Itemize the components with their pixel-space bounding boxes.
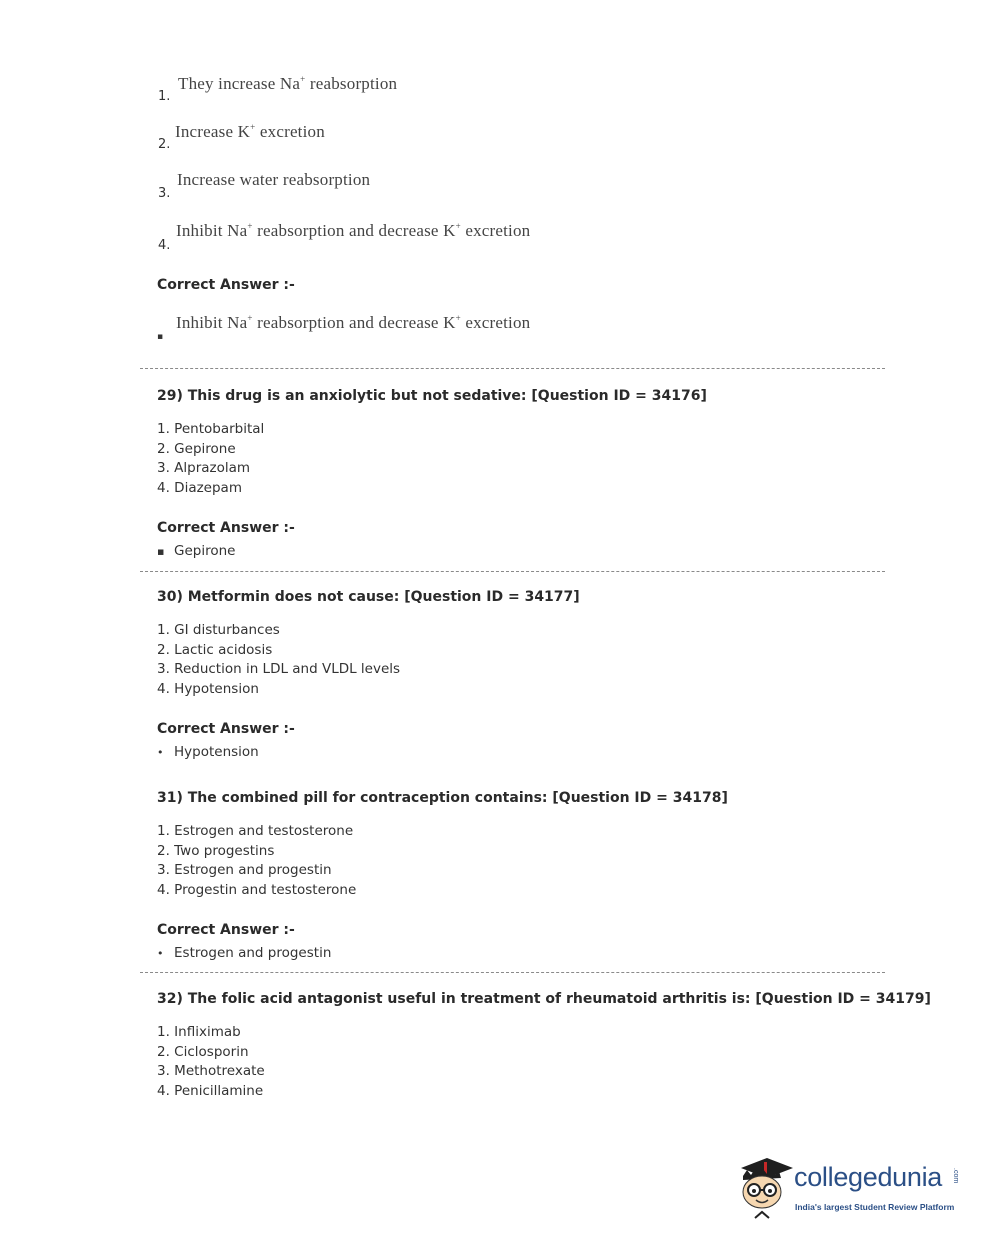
option-item: 3. Estrogen and progestin [157, 862, 332, 879]
answer-text: Gepirone [174, 543, 236, 559]
options-list [157, 621, 400, 699]
options-list [157, 822, 356, 900]
divider [140, 972, 885, 973]
logo-domain-suffix: .com [952, 1168, 959, 1184]
option-item: 2. Lactic acidosis [157, 641, 273, 658]
options-list [157, 1023, 265, 1101]
option-item: 2. Two progestins [157, 842, 275, 859]
option-1-text: They increase Na+ reabsorption [178, 74, 398, 93]
options-list [157, 420, 264, 498]
divider [140, 571, 885, 572]
answer-bullet: • [157, 746, 164, 759]
question-title: 29) This drug is an anxiolytic but not sedative: [Question ID = 34176] [157, 388, 707, 404]
option-item: 4. Diazepam [157, 479, 242, 496]
option-4-number: 4. [158, 238, 171, 253]
correct-answer-label: Correct Answer :- [157, 721, 295, 737]
correct-answer-label: Correct Answer :- [157, 922, 295, 938]
option-item: 2. Ciclosporin [157, 1043, 249, 1060]
option-item: 1. GI disturbances [157, 622, 280, 638]
correct-answer [157, 744, 259, 760]
option-item: 4. Hypotension [157, 680, 259, 697]
correct-answer [157, 543, 235, 559]
collegedunia-logo[interactable] [733, 1154, 963, 1224]
logo-tagline: India's largest Student Review Platform [795, 1202, 955, 1212]
correct-answer [157, 945, 331, 961]
option-item: 3. Alprazolam [157, 460, 251, 477]
answer-bullet: ▪ [157, 332, 164, 342]
mascot-icon [733, 1154, 795, 1224]
question-title: 32) The folic acid antagonist useful in treatment of rheumatoid arthritis is: [Question ID = 34179] [157, 991, 931, 1007]
correct-answer-label: Correct Answer :- [157, 277, 295, 293]
question-title: 30) Metformin does not cause: [Question ID = 34177] [157, 589, 580, 605]
option-item: 3. Methotrexate [157, 1063, 265, 1080]
option-item: 4. Penicillamine [157, 1082, 264, 1099]
option-item: 1. Estrogen and testosterone [157, 823, 354, 839]
option-3-text: Increase water reabsorption [177, 170, 371, 189]
option-item: 4. Progestin and testosterone [157, 881, 357, 898]
option-4-text: Inhibit Na+ reabsorption and decrease K+ excretion [176, 221, 531, 240]
question-title: 31) The combined pill for contraception contains: [Question ID = 34178] [157, 790, 728, 806]
option-item: 1. Pentobarbital [157, 421, 265, 437]
answer-bullet: ▪ [157, 545, 165, 558]
logo-wordmark: collegedunia [794, 1162, 943, 1192]
option-item: 3. Reduction in LDL and VLDL levels [157, 661, 401, 678]
correct-answer-label: Correct Answer :- [157, 520, 295, 536]
option-2-text: Increase K+ excretion [175, 122, 325, 141]
option-item: 1. Infliximab [157, 1024, 241, 1040]
answer-bullet: • [157, 947, 164, 960]
option-2-number: 2. [158, 137, 171, 152]
answer-text: Estrogen and progestin [174, 945, 332, 961]
divider [140, 368, 885, 369]
option-1-number: 1. [158, 89, 171, 104]
option-item: 2. Gepirone [157, 440, 236, 457]
answer-text: Hypotension [174, 744, 259, 760]
option-3-number: 3. [158, 186, 171, 201]
correct-answer-text: Inhibit Na+ reabsorption and decrease K+ excretion [176, 313, 531, 332]
